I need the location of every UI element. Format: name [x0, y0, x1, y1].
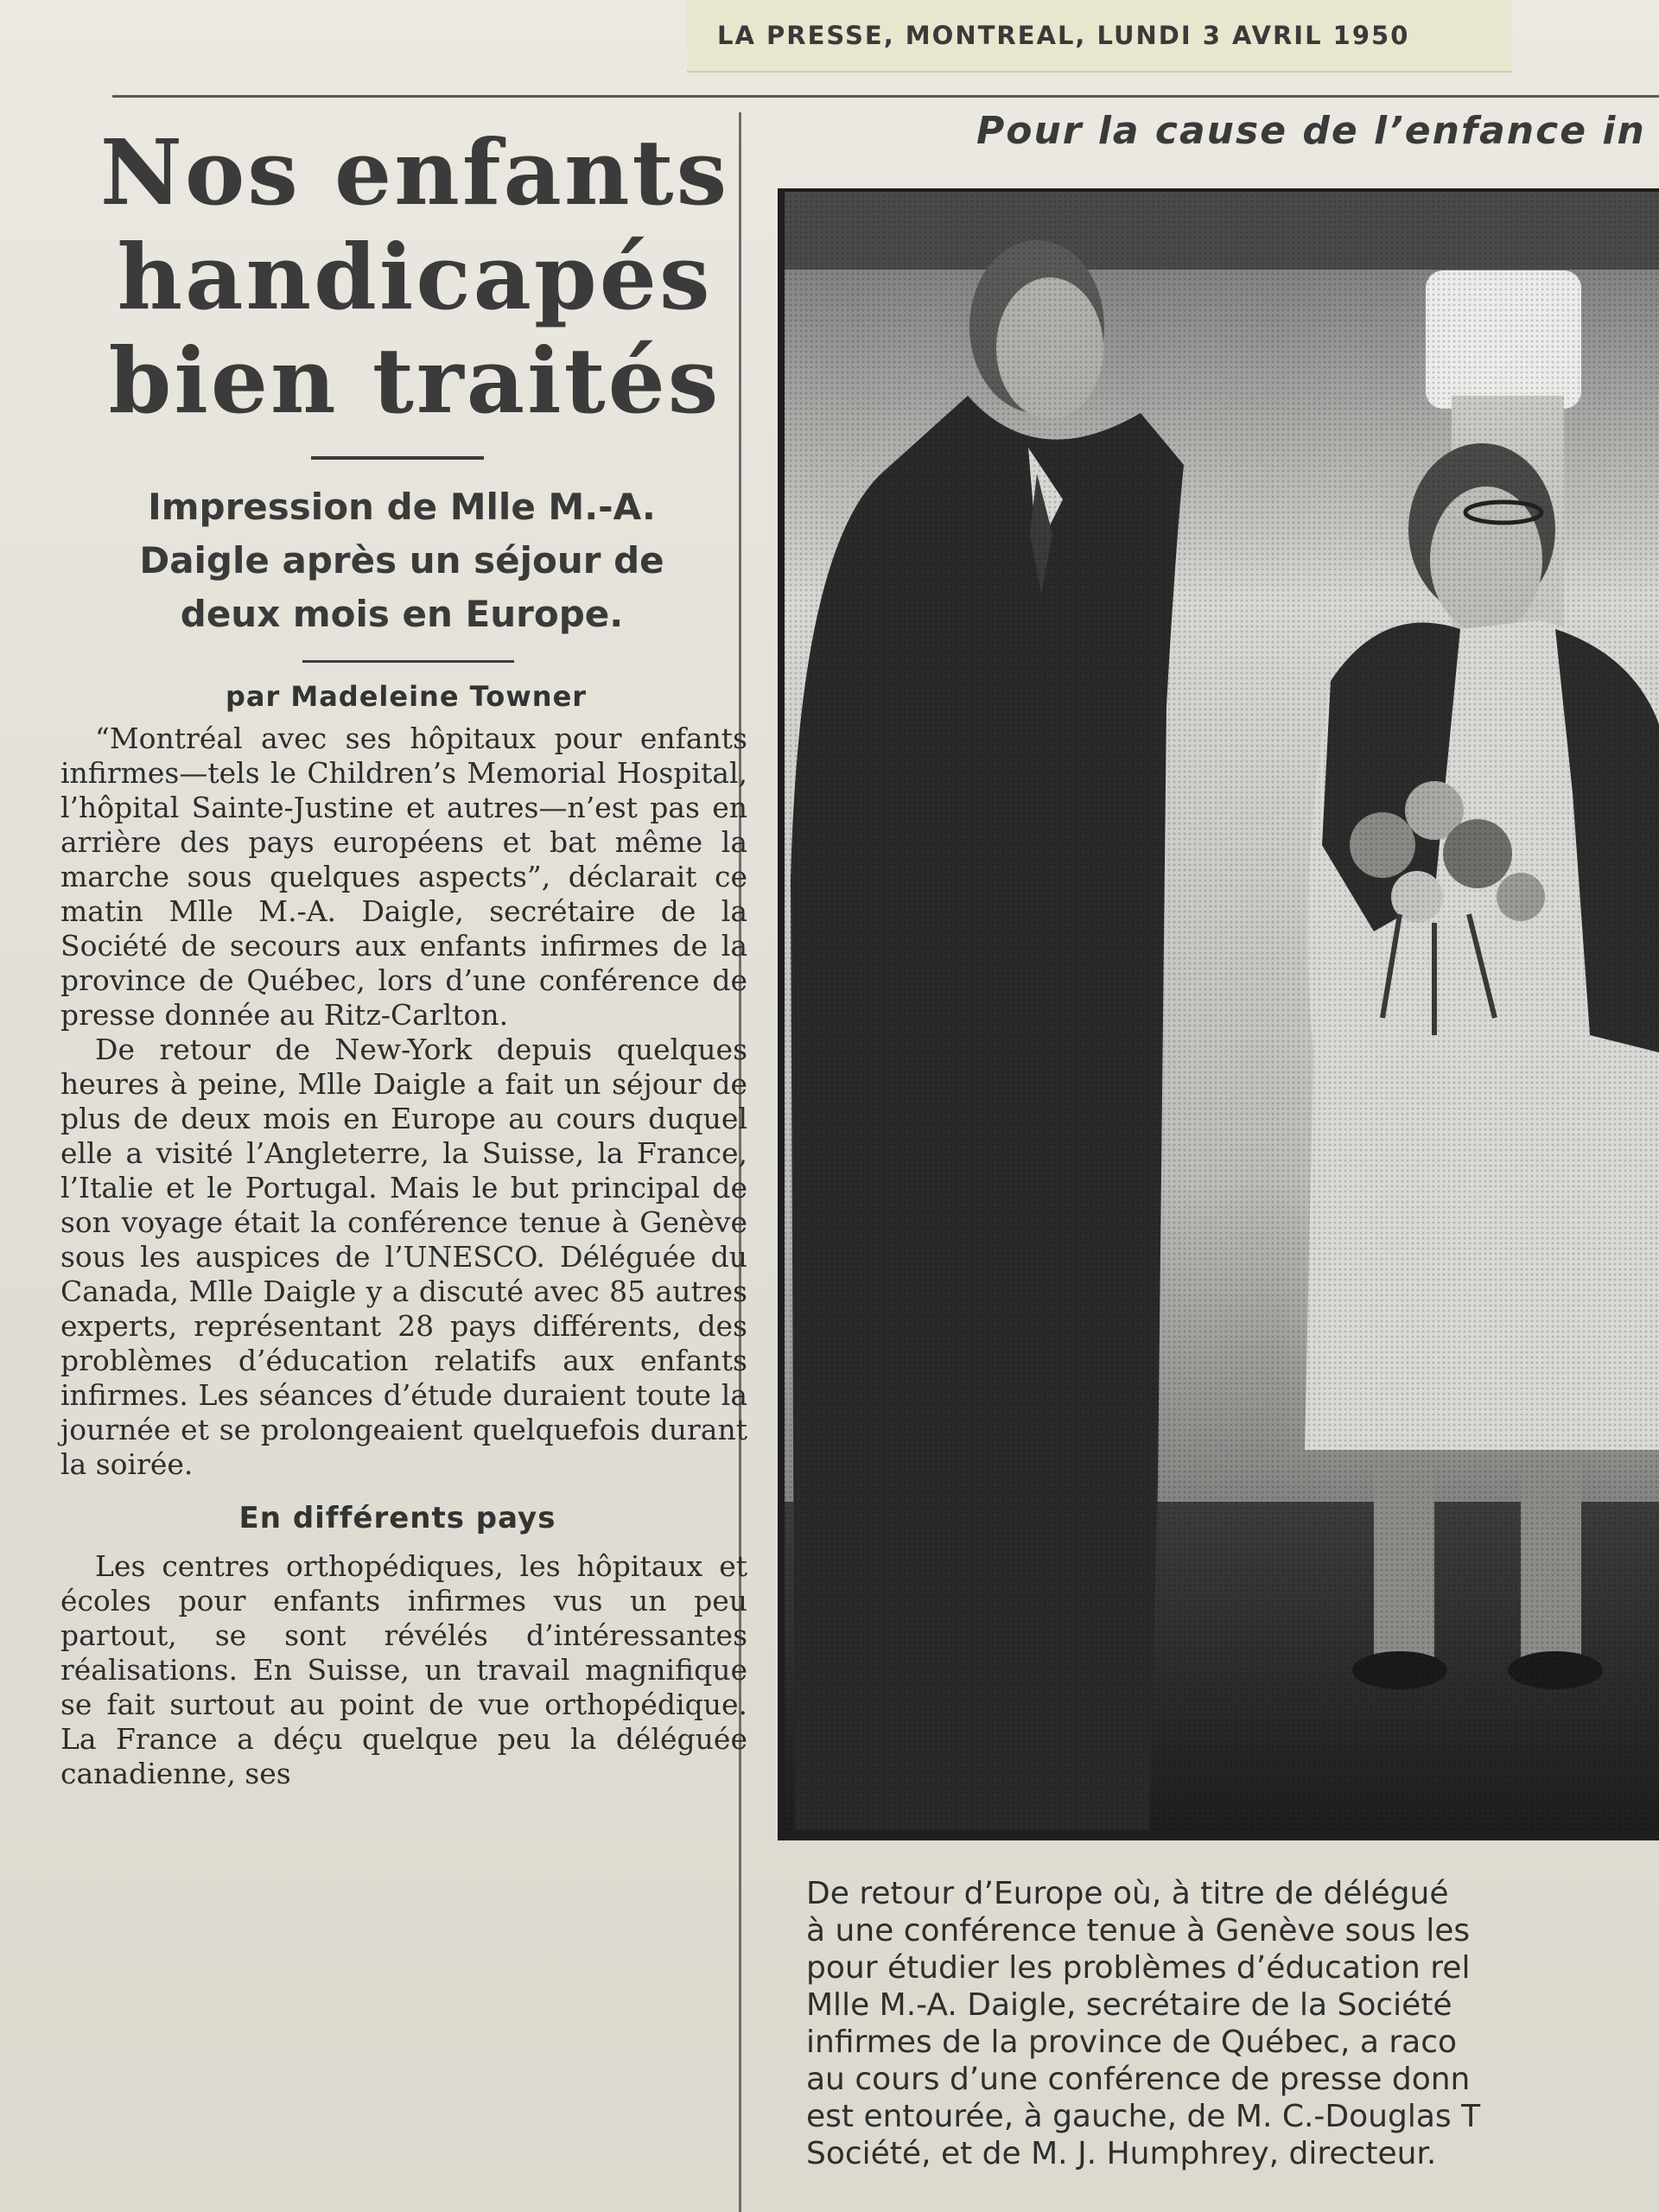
- byline: par Madeleine Towner: [225, 680, 588, 714]
- headline: [95, 121, 734, 434]
- caption-line: infirmes de la province de Québec, a raco: [806, 2024, 1458, 2060]
- caption-line: au cours d’une conférence de presse donn: [806, 2062, 1471, 2097]
- headline-line: bien traités: [108, 327, 721, 435]
- caption-line: De retour d’Europe où, à titre de délégué: [806, 1876, 1449, 1911]
- news-photo: [778, 188, 1659, 1840]
- subhead-line: Daigle après un séjour de: [139, 539, 664, 582]
- section-heading: En différents pays: [238, 1501, 556, 1536]
- caption-line: Mlle M.-A. Daigle, secrétaire de la Société: [806, 1987, 1452, 2023]
- subhead-line: Impression de Mlle M.-A.: [148, 485, 656, 528]
- subheadline: [69, 480, 734, 641]
- paragraph: Les centres orthopédiques, les hôpitaux et écoles pour enfants infirmes vus un peu partout, se sont révélés d’intéressantes réalisations. En Suisse, un travail magnifique se fait surtout au point de vue orthopédique. La France a déçu quelque peu la déléguée canadienne, ses: [60, 1549, 747, 1791]
- caption-line: est entourée, à gauche, de M. C.-Douglas T: [806, 2099, 1481, 2134]
- article-column: [43, 119, 747, 1791]
- caption-line: pour étudier les problèmes d’éducation rel: [806, 1950, 1471, 1986]
- caption-line: Société, et de M. J. Humphrey, directeur.: [806, 2136, 1437, 2171]
- top-rule: [112, 95, 1659, 98]
- headline-rule: [311, 456, 484, 460]
- article-body-continued: [60, 1549, 747, 1791]
- paragraph: De retour de New-York depuis quelques heures à peine, Mlle Daigle a fait un séjour de plus de deux mois en Europe au cours duquel elle a visité l’Angleterre, la Suisse, la France, l’Italie et le Portugal. Mais le but principal de son voyage était la conférence tenue à Genève sous les auspices de l’UNESCO. Déléguée du Canada, Mlle Daigle y a discuté avec 85 autres experts, représentant 28 pays différents, des problèmes d’éducation relatifs aux enfants infirmes. Les séances d’étude duraient toute la journée et se prolongeaient quelquefois durant la soirée.: [60, 1033, 747, 1482]
- subhead-rule: [302, 660, 514, 663]
- photo-title: Pour la cause de l’enfance in: [976, 109, 1646, 153]
- headline-line: handicapés: [117, 223, 713, 330]
- caption-line: à une conférence tenue à Genève sous les: [806, 1913, 1471, 1948]
- paragraph: “Montréal avec ses hôpitaux pour enfants infirmes—tels le Children’s Memorial Hospital, l’hôpital Sainte-Justine et autres—n’est pas en arrière des pays européens et bat même la marche sous quelques aspects”, déclarait ce matin Mlle M.-A. Daigle, secrétaire de la Société de secours aux enfants infirmes de la province de Québec, lors d’une conférence de presse donnée au Ritz-Carlton.: [60, 721, 747, 1033]
- article-body: [60, 721, 747, 1482]
- headline-line: Nos enfants: [99, 119, 730, 226]
- dateline: LA PRESSE, MONTREAL, LUNDI 3 AVRIL 1950: [717, 21, 1410, 50]
- photo-caption: [806, 1875, 1659, 2172]
- subhead-line: deux mois en Europe.: [180, 593, 624, 636]
